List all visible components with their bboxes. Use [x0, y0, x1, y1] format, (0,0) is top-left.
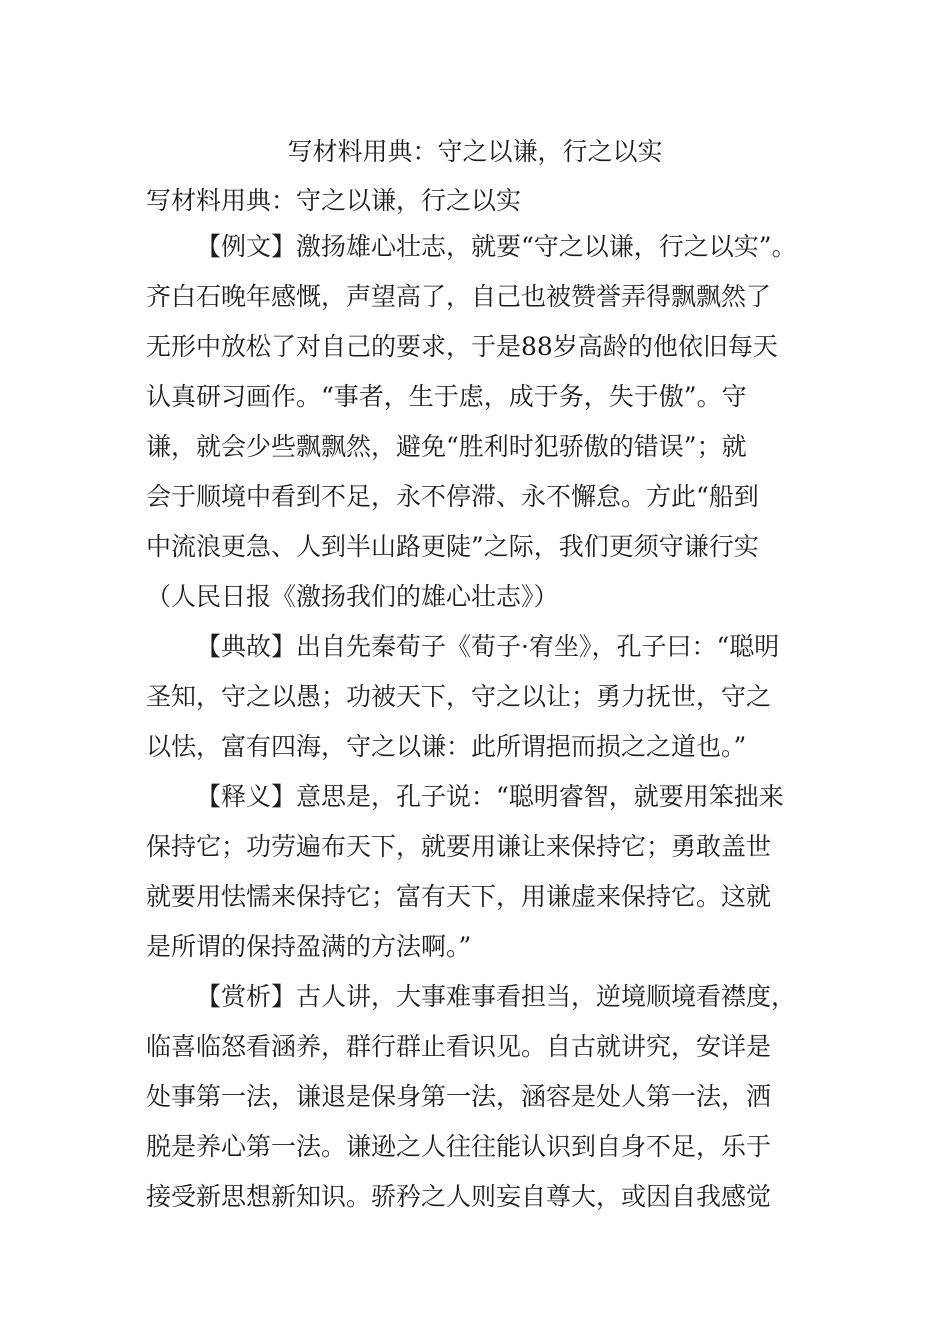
- paragraph-example-continued: [146, 272, 816, 622]
- document-subtitle: 写材料用典：守之以谦，行之以实: [146, 186, 522, 215]
- document-title: 写材料用典：守之以谦，行之以实: [287, 137, 663, 166]
- paragraph-line: 谦，就会少些飘飘然，避免“胜利时犯骄傲的错误”；就: [146, 432, 747, 461]
- paragraph-line: 无形中放松了对自己的要求，于是88岁高龄的他依旧每天: [146, 332, 778, 361]
- paragraph-line: 脱是养心第一法。谦逊之人往往能认识到自身不足，乐于: [146, 1132, 772, 1161]
- paragraph-appreciation: [146, 972, 816, 1022]
- paragraph-line: 【赏析】古人讲，大事难事看担当，逆境顺境看襟度，: [196, 982, 797, 1011]
- paragraph-allusion-continued: [146, 672, 816, 772]
- paragraph-line: 保持它；功劳遍布天下，就要用谦让来保持它；勇敢盖世: [146, 832, 772, 861]
- paragraph-line: 中流浪更急、人到半山路更陡”之际，我们更须守谦行实: [146, 532, 759, 561]
- paragraph-line: （人民日报《激扬我们的雄心壮志》）: [146, 582, 559, 611]
- paragraph-line: 圣知，守之以愚；功被天下，守之以让；勇力抚世，守之: [146, 682, 772, 711]
- paragraph-line: 【例文】激扬雄心壮志，就要“守之以谦，行之以实”。: [196, 232, 797, 261]
- paragraph-allusion: [146, 622, 816, 672]
- paragraph-appreciation-continued: [146, 1022, 816, 1222]
- paragraph-line: 就要用怯懦来保持它；富有天下，用谦虚来保持它。这就: [146, 882, 772, 911]
- paragraph-line: 【典故】出自先秦荀子《荀子·宥坐》，孔子曰：“聪明: [196, 632, 780, 661]
- paragraph-line: 以怯，富有四海，守之以谦：此所谓挹而损之之道也。”: [146, 732, 747, 761]
- paragraph-line: 齐白石晚年感慨，声望高了，自己也被赞誉弄得飘飘然了: [146, 282, 772, 311]
- paragraph-example: [146, 222, 816, 272]
- paragraph-line: 【释义】意思是，孔子说：“聪明睿智，就要用笨拙来: [196, 782, 784, 811]
- paragraph-meaning: [146, 772, 816, 822]
- paragraph-line: 临喜临怒看涵养，群行群止看识见。自古就讲究，安详是: [146, 1032, 772, 1061]
- document-body: [146, 222, 816, 1222]
- paragraph-meaning-continued: [146, 822, 816, 972]
- paragraph-line: 认真研习画作。“事者，生于虑，成于务，失于傲”。守: [146, 382, 747, 411]
- paragraph-line: 接受新思想新知识。骄矜之人则妄自尊大，或因自我感觉: [146, 1182, 772, 1211]
- paragraph-line: 会于顺境中看到不足，永不停滞、永不懈怠。方此“船到: [146, 482, 759, 511]
- paragraph-line: 处事第一法，谦退是保身第一法，涵容是处人第一法，洒: [146, 1082, 772, 1111]
- paragraph-line: 是所谓的保持盈满的方法啊。”: [146, 932, 472, 961]
